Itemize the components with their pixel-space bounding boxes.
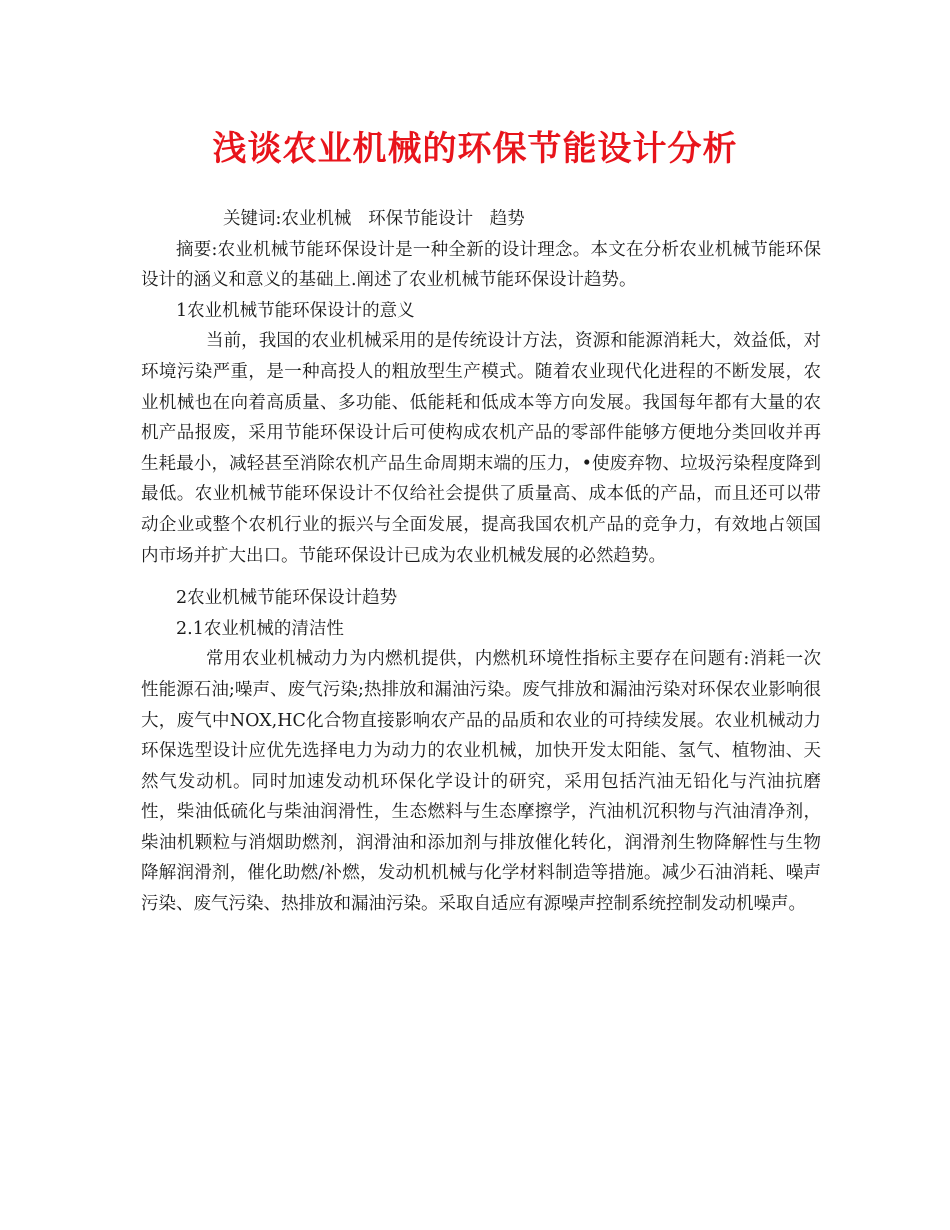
section-1-paragraph: 当前，我国的农业机械采用的是传统设计方法，资源和能源消耗大，效益低，对环境污染严重，是一种高投人的粗放型生产模式。随着农业现代化进程的不断发展，农业机械也在向着高质量、多功能、低能耗和低成本等方向发展。我国每年都有大量的农机产品报废，采用节能环保设计后可使构成农机产品的零部件能够方便地分类回收并再生耗最小，减轻甚至消除农机产品生命周期末端的压力，•使废弃物、垃圾污染程度降到最低。农业机械节能环保设计不仅给社会提供了质量高、成本低的产品，而且还可以带动企业或整个农机行业的振兴与全面发展，提高我国农机产品的竞争力，有效地占领国内市场并扩大出口。节能环保设计已成为农业机械发展的必然趋势。 [141, 331, 821, 566]
abstract-paragraph: 摘要:农业机械节能环保设计是一种全新的设计理念。本文在分析农业机械节能环保设计的涵义和意义的基础上.阐述了农业机械节能环保设计趋势。 [141, 239, 821, 291]
document-body [141, 204, 821, 920]
keywords-line: 关键词:农业机械 环保节能设计 趋势 [223, 209, 525, 229]
section-2-1-heading: 2.1农业机械的清洁性 [176, 618, 344, 639]
section-1-heading: 1农业机械节能环保设计的意义 [176, 300, 415, 321]
section-gap [141, 571, 821, 583]
section-2-heading: 2农业机械节能环保设计趋势 [176, 588, 398, 609]
section-2-1-paragraph: 常用农业机械动力为内燃机提供，内燃机环境性指标主要存在问题有:消耗一次性能源石油;噪声、废气污染;热排放和漏油污染。废气排放和漏油污染对环保农业影响很大，废气中NOX,HC化合物直接影响农产品的品质和农业的可持续发展。农业机械动力环保选型设计应优先选择电力为动力的农业机械，加快开发太阳能、氢气、植物油、天然气发动机。同时加速发动机环保化学设计的研究，采用包括汽油无铅化与汽油抗磨性，柴油低硫化与柴油润滑性，生态燃料与生态摩擦学，汽油机沉积物与汽油清净剂，柴油机颗粒与消烟助燃剂，润滑油和添加剂与排放催化转化，润滑剂生物降解性与生物降解润滑剂，催化助燃/补燃，发动机机械与化学材料制造等措施。减少石油消耗、噪声污染、废气污染、热排放和漏油污染。采取自适应有源噪声控制系统控制发动机噪声。 [141, 649, 821, 915]
document-title: 浅谈农业机械的环保节能设计分析 [212, 129, 738, 169]
